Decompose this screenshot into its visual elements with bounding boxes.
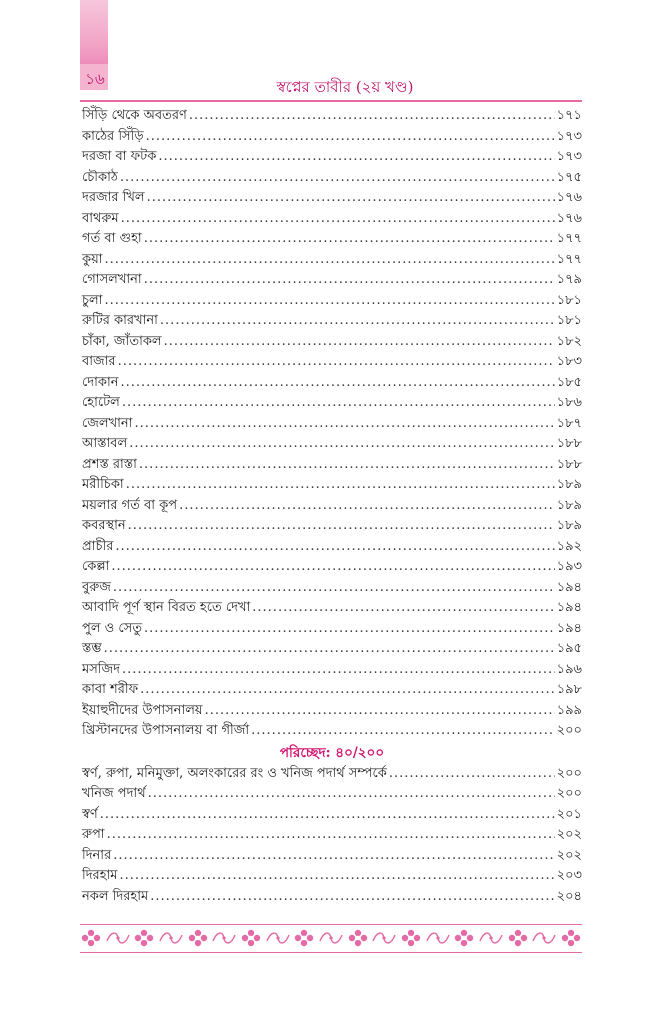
toc-entry-title: আস্তাবল	[82, 436, 128, 451]
dot-leader	[128, 516, 555, 537]
swirl-icon	[105, 929, 131, 947]
toc-entry	[82, 764, 582, 785]
toc-entry	[82, 805, 582, 826]
toc-entry	[82, 311, 582, 332]
toc-entry	[82, 168, 582, 189]
toc-entry-title: খ্রিস্টানদের উপাসনালয় বা গীর্জা	[82, 723, 250, 738]
toc-entry-page: ১৭৬	[556, 210, 582, 226]
toc-entry-page: ১৮৯	[556, 497, 582, 513]
toc-entry	[82, 866, 582, 887]
swirl-icon	[425, 929, 451, 947]
toc-entry-page: ১৭৬	[556, 190, 582, 205]
flower-icon	[347, 929, 369, 947]
toc-entry-title: চাঁকা, জাঁতাকল	[82, 333, 162, 349]
toc-entry	[82, 660, 582, 681]
toc-entry-page: ১৮৭	[556, 415, 582, 431]
toc-entry-page: ১৭৭	[556, 231, 582, 246]
toc-entry-page: ১৮৮	[556, 456, 582, 472]
toc-entry	[82, 434, 582, 455]
toc-entry-title: জেলখানা	[82, 415, 133, 431]
dot-leader	[148, 784, 555, 805]
toc-entry	[82, 270, 582, 291]
toc-entry	[82, 680, 582, 701]
toc-entry-title: স্বর্ণ, রুপা, মনিমুক্তা, অলংকারের রং ও খনিজ পদার্থ সম্পর্কে	[82, 765, 387, 781]
flower-icon	[560, 929, 582, 947]
table-of-contents	[82, 106, 582, 907]
dot-leader	[107, 825, 555, 846]
dot-leader	[160, 311, 555, 332]
toc-entry	[82, 291, 582, 312]
flower-icon	[453, 929, 475, 947]
toc-entry-page: ১৮৩	[556, 354, 582, 369]
dot-leader	[104, 639, 555, 660]
flower-icon	[240, 929, 262, 947]
toc-entry-page: ২০১	[556, 806, 582, 822]
toc-entry-page: ১৯৬	[556, 661, 582, 677]
dot-leader	[104, 291, 554, 312]
toc-entry-title: স্বর্ণ	[82, 806, 98, 822]
toc-entry	[82, 516, 582, 537]
toc-entry-page: ১৯৩	[556, 559, 582, 574]
toc-entry-title: স্তম্ভ	[82, 641, 102, 656]
toc-entry-page: ১৮৮	[556, 436, 582, 451]
dot-leader	[122, 393, 555, 414]
toc-entry	[82, 393, 582, 414]
toc-entry	[82, 619, 582, 640]
toc-entry-page: ২০০	[556, 723, 582, 738]
dot-leader	[189, 106, 555, 127]
toc-entry-page: ১৯৪	[556, 600, 582, 615]
toc-entry-title: বাথরুম	[82, 210, 119, 226]
toc-entry-page: ১৯৪	[556, 579, 582, 595]
dot-leader	[126, 475, 555, 496]
dot-leader	[389, 764, 555, 785]
toc-entry	[82, 721, 582, 742]
toc-entry	[82, 209, 582, 230]
toc-entry-page: ১৯৫	[556, 641, 582, 656]
toc-entry-title: বাজার	[82, 354, 116, 369]
toc-entry-title: বুরুজ	[82, 579, 111, 595]
swirl-icon	[531, 929, 557, 947]
toc-entry-title: চুলা	[82, 292, 103, 308]
swirl-icon	[265, 929, 291, 947]
toc-entry	[82, 106, 582, 127]
toc-entry-title: দরজা বা ফটক	[82, 149, 157, 164]
toc-entry-title: দরজার খিল	[82, 190, 145, 205]
toc-entry-page: ১৯৪	[556, 620, 582, 636]
toc-entry-page: ২০২	[556, 847, 582, 863]
toc-entry	[82, 332, 582, 353]
swirl-icon	[478, 929, 504, 947]
toc-entry	[82, 701, 582, 722]
flower-icon	[133, 929, 155, 947]
toc-entry-page: ১৭৯	[556, 272, 582, 287]
toc-entry-title: কেল্লা	[82, 559, 110, 574]
toc-entry	[82, 784, 582, 805]
toc-entry-title: ময়লার গর্ত বা কূপ	[82, 497, 178, 513]
toc-entry	[82, 598, 582, 619]
toc-entry	[82, 188, 582, 209]
dot-leader	[121, 373, 555, 394]
toc-entry	[82, 250, 582, 271]
dot-leader	[100, 805, 555, 826]
toc-entry-title: গর্ত বা গুহা	[82, 231, 142, 246]
section-heading: পরিচ্ছেদ: ৪০/২০০	[279, 744, 385, 761]
running-title: স্বপ্নের তাবীর (২য় খণ্ড)	[276, 78, 414, 96]
toc-list-part-one	[82, 106, 582, 742]
dot-leader	[129, 434, 554, 455]
toc-entry-page: ২০৪	[556, 888, 582, 904]
toc-entry	[82, 496, 582, 517]
toc-entry	[82, 846, 582, 867]
toc-entry-page: ১৮২	[556, 333, 582, 349]
dot-leader	[105, 250, 555, 271]
toc-entry	[82, 414, 582, 435]
dot-leader	[251, 721, 554, 742]
toc-entry	[82, 557, 582, 578]
swirl-icon	[318, 929, 344, 947]
dot-leader	[118, 352, 555, 373]
toc-entry-page: ১৯৮	[556, 682, 582, 697]
toc-entry	[82, 127, 582, 148]
toc-entry-title: গোসলখানা	[82, 272, 142, 287]
toc-entry	[82, 475, 582, 496]
dot-leader	[140, 680, 555, 701]
toc-entry-page: ১৯৯	[556, 702, 582, 718]
dot-leader	[179, 496, 555, 517]
dot-leader	[115, 537, 554, 558]
toc-entry-title: হোটেল	[82, 395, 120, 410]
footer-divider-bottom	[80, 952, 582, 953]
toc-entry-title: খনিজ পদার্থ	[82, 786, 146, 801]
toc-entry-title: ইয়াহুদীদের উপাসনালয়	[82, 702, 203, 718]
toc-entry-page: ১৭১	[556, 108, 582, 123]
dot-leader	[146, 127, 555, 148]
toc-entry-page: ১৮৬	[556, 395, 582, 410]
toc-entry-title: কুয়া	[82, 251, 103, 267]
dot-leader	[147, 188, 555, 209]
toc-entry-page: ১৮১	[556, 292, 582, 308]
toc-entry-title: কাবা শরীফ	[82, 682, 139, 697]
dot-leader	[120, 866, 555, 887]
toc-entry-title: প্রাচীর	[82, 538, 114, 554]
dot-leader	[113, 846, 554, 867]
flower-icon	[400, 929, 422, 947]
toc-entry-title: রুপা	[82, 827, 105, 842]
toc-entry	[82, 229, 582, 250]
toc-entry-page: ১৯২	[556, 538, 582, 554]
toc-entry-title: প্রশস্ত রাস্তা	[82, 456, 137, 472]
toc-entry-page: ২০২	[556, 827, 582, 842]
toc-entry	[82, 373, 582, 394]
toc-entry	[82, 455, 582, 476]
dot-leader	[164, 332, 555, 353]
toc-entry	[82, 352, 582, 373]
toc-entry-page: ১৭৩	[556, 149, 582, 164]
dot-leader	[113, 578, 555, 599]
toc-entry-page: ২০০	[556, 786, 582, 801]
toc-entry-title: মসজিদ	[82, 661, 120, 677]
toc-entry-title: রুটির কারখানা	[82, 313, 158, 328]
dot-leader	[134, 414, 554, 435]
toc-entry-title: চৌকাঠ	[82, 169, 118, 185]
toc-entry-page: ১৮৯	[556, 518, 582, 533]
toc-entry	[82, 537, 582, 558]
flower-icon	[80, 929, 102, 947]
toc-entry-title: মরীচিকা	[82, 477, 124, 492]
toc-entry-page: ২০৩	[556, 868, 582, 883]
dot-leader	[150, 887, 554, 908]
toc-entry-page: ১৮৫	[556, 374, 582, 390]
toc-entry-title: সিঁড়ি থেকে অবতরণ	[82, 108, 187, 123]
dot-leader	[144, 270, 555, 291]
toc-entry-title: দোকান	[82, 374, 119, 390]
dot-leader	[144, 619, 555, 640]
toc-entry-title: পুল ও সেতু	[82, 620, 142, 636]
toc-entry-page: ১৮৯	[556, 477, 582, 492]
toc-entry	[82, 639, 582, 660]
dot-leader	[111, 557, 554, 578]
toc-entry	[82, 887, 582, 908]
toc-entry	[82, 578, 582, 599]
flower-icon	[187, 929, 209, 947]
floral-border-icon	[80, 928, 582, 948]
dot-leader	[121, 209, 555, 230]
toc-entry	[82, 825, 582, 846]
toc-entry-title: কাঠের সিঁড়ি	[82, 128, 144, 144]
toc-list-part-two	[82, 764, 582, 908]
toc-entry-page: ১৭৭	[556, 251, 582, 267]
toc-entry-title: দিনার	[82, 847, 112, 863]
toc-entry-page: ১৮১	[556, 313, 582, 328]
dot-leader	[139, 455, 555, 476]
dot-leader	[120, 168, 555, 189]
dot-leader	[158, 147, 554, 168]
toc-entry-page: ১৭৫	[556, 169, 582, 185]
page-number: ১৬	[85, 70, 105, 88]
dot-leader	[122, 660, 555, 681]
flower-icon	[507, 929, 529, 947]
flower-icon	[293, 929, 315, 947]
toc-entry-title: নকল দিরহাম	[82, 888, 149, 904]
toc-entry-title: কবরস্থান	[82, 518, 126, 533]
swirl-icon	[158, 929, 184, 947]
header-divider	[80, 100, 582, 102]
toc-entry-page: ২০০	[556, 765, 582, 781]
swirl-icon	[371, 929, 397, 947]
dot-leader	[144, 229, 555, 250]
toc-entry-page: ১৭৩	[556, 128, 582, 144]
toc-entry-title: দিরহাম	[82, 868, 118, 883]
toc-entry-title: আবাদি পূর্ণ স্থান বিরত হতে দেখা	[82, 600, 251, 615]
toc-entry	[82, 147, 582, 168]
footer-divider-top	[80, 924, 582, 925]
decorative-tab	[80, 0, 108, 70]
dot-leader	[252, 598, 554, 619]
dot-leader	[205, 701, 555, 722]
swirl-icon	[211, 929, 237, 947]
